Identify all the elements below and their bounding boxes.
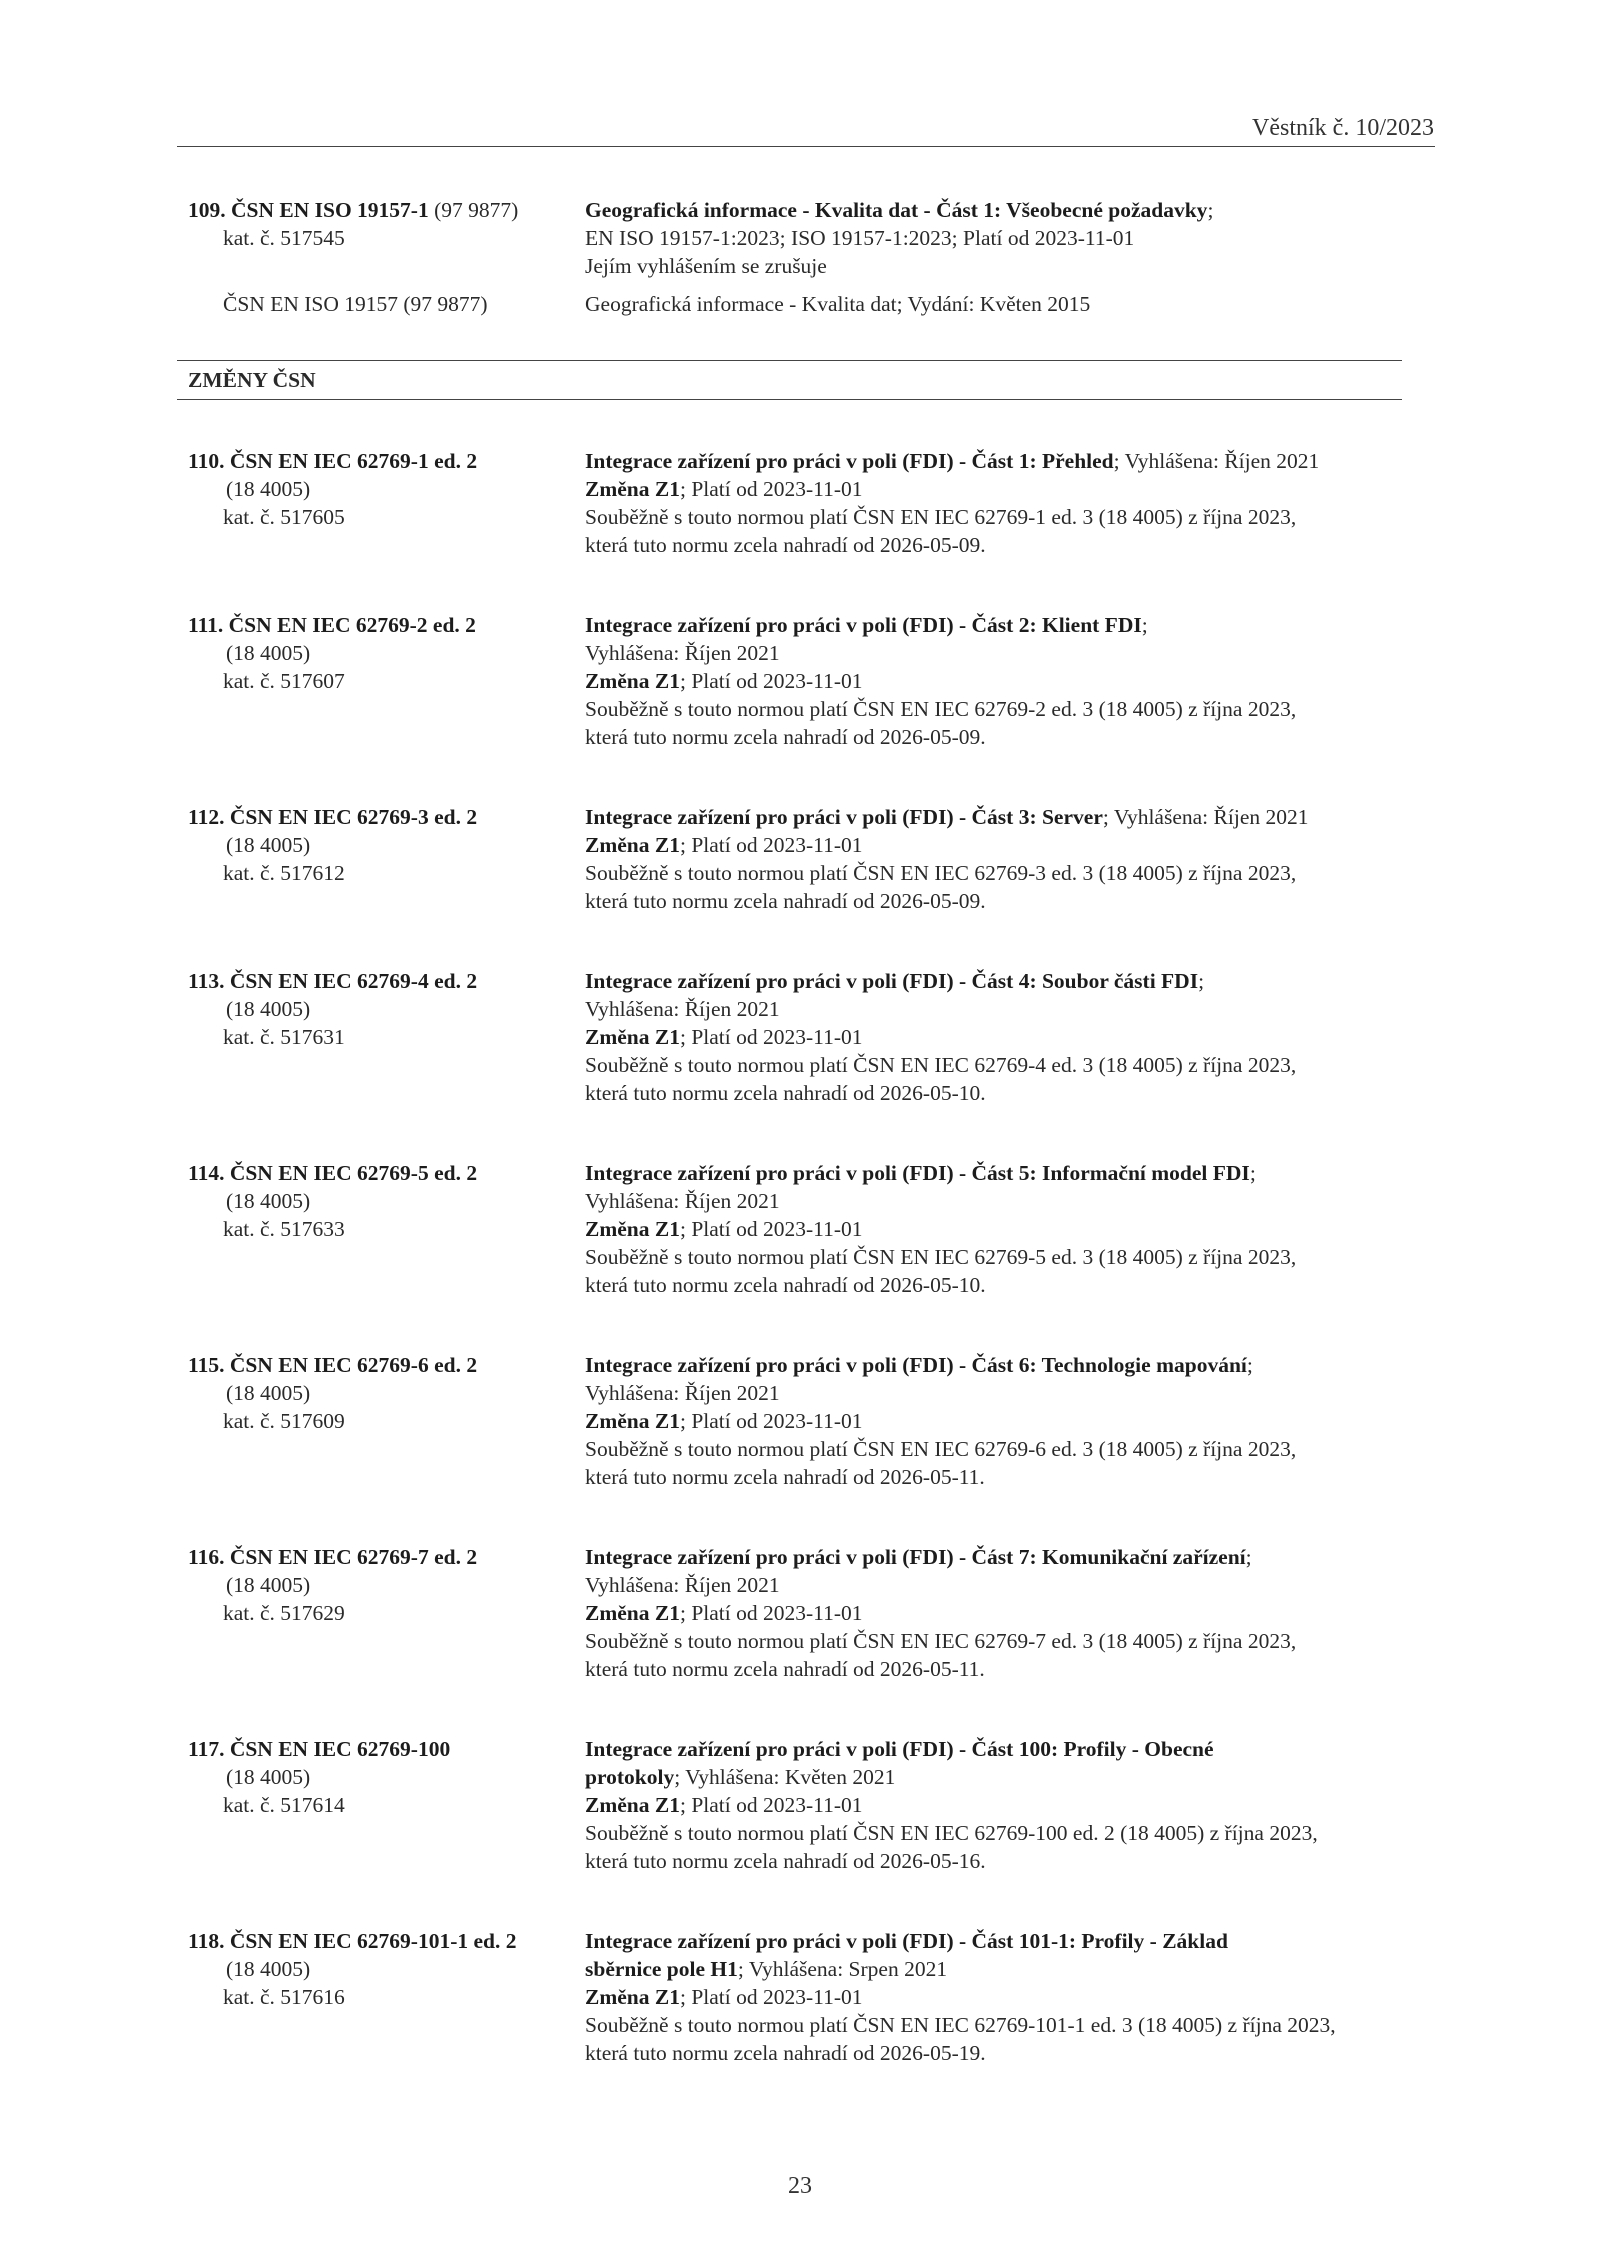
entry-replacement: která tuto normu zcela nahradí od 2026-05-09. — [585, 889, 986, 913]
header-rule — [177, 146, 1435, 147]
entry-code: (18 4005) — [226, 833, 311, 857]
entry-title-cont: sběrnice pole H1 — [585, 1957, 738, 1981]
entry-code: (18 4005) — [226, 1957, 311, 1981]
entry-change-valid: ; Platí od 2023-11-01 — [679, 833, 863, 857]
entry-replacement: která tuto normu zcela nahradí od 2026-05-11. — [585, 1657, 985, 1681]
replaced-identifier — [188, 290, 585, 318]
page-content — [188, 196, 1408, 2067]
entry-details — [585, 1927, 1408, 2067]
entry-code: (18 4005) — [226, 1765, 311, 1789]
entry-details — [585, 196, 1408, 280]
entry-title-suffix: ; Vyhlášena: Říjen 2021 — [1102, 805, 1309, 829]
section-header — [177, 360, 1402, 400]
entry-announced: Vyhlášena: Říjen 2021 — [585, 1189, 780, 1213]
entry-code: (18 4005) — [226, 1381, 311, 1405]
entry-identifier — [188, 1159, 585, 1299]
entry-number: 110. ČSN EN IEC 62769-1 ed. 2 — [188, 449, 478, 473]
entry-replacement: která tuto normu zcela nahradí od 2026-05-09. — [585, 725, 986, 749]
entry-title: Integrace zařízení pro práci v poli (FDI) - Část 1: Přehled — [585, 449, 1114, 473]
entry-change-label: Změna Z1 — [585, 669, 680, 693]
entry-change-valid: ; Platí od 2023-11-01 — [679, 477, 863, 501]
entry-details — [585, 1351, 1408, 1491]
entry-code: (18 4005) — [226, 997, 311, 1021]
entry-line: Jejím vyhlášením se zrušuje — [585, 254, 827, 278]
change-entry — [188, 1351, 1408, 1491]
replaced-standard — [188, 290, 1408, 318]
entry-details — [585, 447, 1408, 559]
entry-kat: kat. č. 517633 — [223, 1217, 345, 1241]
entry-kat: kat. č. 517609 — [223, 1409, 345, 1433]
entry-title: Integrace zařízení pro práci v poli (FDI) - Část 6: Technologie mapování — [585, 1353, 1247, 1377]
entry-title-suffix: ; — [1246, 1353, 1253, 1377]
entry-number: 116. ČSN EN IEC 62769-7 ed. 2 — [188, 1545, 478, 1569]
entry-identifier — [188, 611, 585, 751]
entry-identifier — [188, 1543, 585, 1683]
entry-concurrent: Souběžně s touto normou platí ČSN EN IEC 62769-3 ed. 3 (18 4005) z října 2023, — [585, 861, 1297, 885]
entry-concurrent: Souběžně s touto normou platí ČSN EN IEC 62769-1 ed. 3 (18 4005) z října 2023, — [585, 505, 1297, 529]
entry-identifier — [188, 967, 585, 1107]
entry-change-valid: ; Platí od 2023-11-01 — [679, 1409, 863, 1433]
change-entry — [188, 967, 1408, 1107]
entry-concurrent: Souběžně s touto normou platí ČSN EN IEC 62769-4 ed. 3 (18 4005) z října 2023, — [585, 1053, 1297, 1077]
entry-kat: kat. č. 517605 — [223, 505, 345, 529]
entry-title-suffix: ; — [1245, 1545, 1252, 1569]
entry-change-valid: ; Platí od 2023-11-01 — [679, 1217, 863, 1241]
entry-change-label: Změna Z1 — [585, 1793, 680, 1817]
entry-details — [585, 967, 1408, 1107]
entry-concurrent: Souběžně s touto normou platí ČSN EN IEC 62769-101-1 ed. 3 (18 4005) z října 2023, — [585, 2013, 1336, 2037]
entry-code: (97 9877) — [428, 198, 519, 222]
entry-title: Integrace zařízení pro práci v poli (FDI) - Část 3: Server — [585, 805, 1103, 829]
replaced-number: ČSN EN ISO 19157 (97 9877) — [223, 292, 488, 316]
entry-title-suffix: ; — [1141, 613, 1148, 637]
entry-change-valid: ; Platí od 2023-11-01 — [679, 1985, 863, 2009]
entry-kat: kat. č. 517614 — [223, 1793, 345, 1817]
entry-announced: Vyhlášena: Říjen 2021 — [585, 1573, 780, 1597]
entry-title-suffix: ; — [1207, 198, 1214, 222]
entry-change-label: Změna Z1 — [585, 1217, 680, 1241]
entry-number: 117. ČSN EN IEC 62769-100 — [188, 1737, 451, 1761]
entry-change-label: Změna Z1 — [585, 1985, 680, 2009]
entry-details — [585, 803, 1408, 915]
entry-title: Integrace zařízení pro práci v poli (FDI) - Část 5: Informační model FDI — [585, 1161, 1250, 1185]
entry-title: Integrace zařízení pro práci v poli (FDI) - Část 100: Profily - Obecné — [585, 1737, 1214, 1761]
change-entry — [188, 1927, 1408, 2067]
entry-details — [585, 1159, 1408, 1299]
entry-code: (18 4005) — [226, 477, 311, 501]
entry-kat: kat. č. 517616 — [223, 1985, 345, 2009]
entry-details — [585, 1543, 1408, 1683]
entry-title-cont: protokoly — [585, 1765, 675, 1789]
entry-title: Integrace zařízení pro práci v poli (FDI) - Část 101-1: Profily - Základ — [585, 1929, 1228, 1953]
entry-code: (18 4005) — [226, 1573, 311, 1597]
entry-change-label: Změna Z1 — [585, 477, 680, 501]
page-header-title: Věstník č. 10/2023 — [1252, 115, 1434, 141]
entry-details — [585, 611, 1408, 751]
entry-change-valid: ; Platí od 2023-11-01 — [679, 1025, 863, 1049]
entry-number: 111. ČSN EN IEC 62769-2 ed. 2 — [188, 613, 476, 637]
entry-kat: kat. č. 517629 — [223, 1601, 345, 1625]
section-title: ZMĚNY ČSN — [188, 368, 316, 392]
entry-change-valid: ; Platí od 2023-11-01 — [679, 1601, 863, 1625]
entry-change-valid: ; Platí od 2023-11-01 — [679, 669, 863, 693]
entry-kat: kat. č. 517612 — [223, 861, 345, 885]
change-entry — [188, 1543, 1408, 1683]
entry-replacement: která tuto normu zcela nahradí od 2026-05-09. — [585, 533, 986, 557]
change-entry — [188, 1159, 1408, 1299]
entry-concurrent: Souběžně s touto normou platí ČSN EN IEC 62769-7 ed. 3 (18 4005) z října 2023, — [585, 1629, 1297, 1653]
entry-concurrent: Souběžně s touto normou platí ČSN EN IEC 62769-6 ed. 3 (18 4005) z října 2023, — [585, 1437, 1297, 1461]
entry-number: 109. ČSN EN ISO 19157-1 — [188, 198, 429, 222]
entry-title: Integrace zařízení pro práci v poli (FDI) - Část 7: Komunikační zařízení — [585, 1545, 1246, 1569]
entry-number: 114. ČSN EN IEC 62769-5 ed. 2 — [188, 1161, 478, 1185]
entry-code: (18 4005) — [226, 1189, 311, 1213]
entry-replacement: která tuto normu zcela nahradí od 2026-05-19. — [585, 2041, 986, 2065]
entry-replacement: která tuto normu zcela nahradí od 2026-05-16. — [585, 1849, 986, 1873]
entry-change-valid: ; Platí od 2023-11-01 — [679, 1793, 863, 1817]
entry-number: 118. ČSN EN IEC 62769-101-1 ed. 2 — [188, 1929, 517, 1953]
change-entry — [188, 803, 1408, 915]
entry-number: 113. ČSN EN IEC 62769-4 ed. 2 — [188, 969, 478, 993]
entry-title-suffix: ; Vyhlášena: Říjen 2021 — [1113, 449, 1320, 473]
entry-identifier — [188, 196, 585, 280]
entry-identifier — [188, 1927, 585, 2067]
page-number: 23 — [788, 2173, 812, 2199]
entry-announced: Vyhlášena: Říjen 2021 — [585, 641, 780, 665]
entry-announced: Vyhlášena: Říjen 2021 — [585, 997, 780, 1021]
entry-announced: Vyhlášena: Říjen 2021 — [585, 1381, 780, 1405]
change-entry — [188, 1735, 1408, 1875]
replaced-title: Geografická informace - Kvalita dat; Vydání: Květen 2015 — [585, 292, 1091, 316]
entry-title-suffix: ; — [1198, 969, 1205, 993]
entry-kat: kat. č. 517607 — [223, 669, 345, 693]
entry-number: 112. ČSN EN IEC 62769-3 ed. 2 — [188, 805, 478, 829]
entry-replacement: která tuto normu zcela nahradí od 2026-05-10. — [585, 1273, 986, 1297]
entry-kat: kat. č. 517545 — [223, 226, 345, 250]
entry-number: 115. ČSN EN IEC 62769-6 ed. 2 — [188, 1353, 478, 1377]
standard-entry — [188, 196, 1408, 280]
entry-code: (18 4005) — [226, 641, 311, 665]
changes-list — [188, 447, 1408, 2067]
replaced-details — [585, 290, 1408, 318]
entry-details — [585, 1735, 1408, 1875]
entry-title: Geografická informace - Kvalita dat - Část 1: Všeobecné požadavky — [585, 198, 1208, 222]
change-entry — [188, 611, 1408, 751]
entry-change-label: Změna Z1 — [585, 1409, 680, 1433]
entry-identifier — [188, 447, 585, 559]
entry-change-label: Změna Z1 — [585, 1025, 680, 1049]
entry-concurrent: Souběžně s touto normou platí ČSN EN IEC 62769-2 ed. 3 (18 4005) z října 2023, — [585, 697, 1297, 721]
entry-replacement: která tuto normu zcela nahradí od 2026-05-10. — [585, 1081, 986, 1105]
entry-change-label: Změna Z1 — [585, 833, 680, 857]
entry-identifier — [188, 803, 585, 915]
entry-announced: ; Vyhlášena: Srpen 2021 — [737, 1957, 948, 1981]
entry-announced: ; Vyhlášena: Květen 2021 — [674, 1765, 896, 1789]
entry-concurrent: Souběžně s touto normou platí ČSN EN IEC 62769-100 ed. 2 (18 4005) z října 2023, — [585, 1821, 1318, 1845]
change-entry — [188, 447, 1408, 559]
entry-title: Integrace zařízení pro práci v poli (FDI) - Část 4: Soubor části FDI — [585, 969, 1199, 993]
entry-identifier — [188, 1351, 585, 1491]
entry-title: Integrace zařízení pro práci v poli (FDI) - Část 2: Klient FDI — [585, 613, 1142, 637]
entry-title-suffix: ; — [1249, 1161, 1256, 1185]
entry-identifier — [188, 1735, 585, 1875]
entry-change-label: Změna Z1 — [585, 1601, 680, 1625]
entry-kat: kat. č. 517631 — [223, 1025, 345, 1049]
entry-concurrent: Souběžně s touto normou platí ČSN EN IEC 62769-5 ed. 3 (18 4005) z října 2023, — [585, 1245, 1297, 1269]
entry-replacement: která tuto normu zcela nahradí od 2026-05-11. — [585, 1465, 985, 1489]
entry-line: EN ISO 19157-1:2023; ISO 19157-1:2023; Platí od 2023-11-01 — [585, 226, 1135, 250]
